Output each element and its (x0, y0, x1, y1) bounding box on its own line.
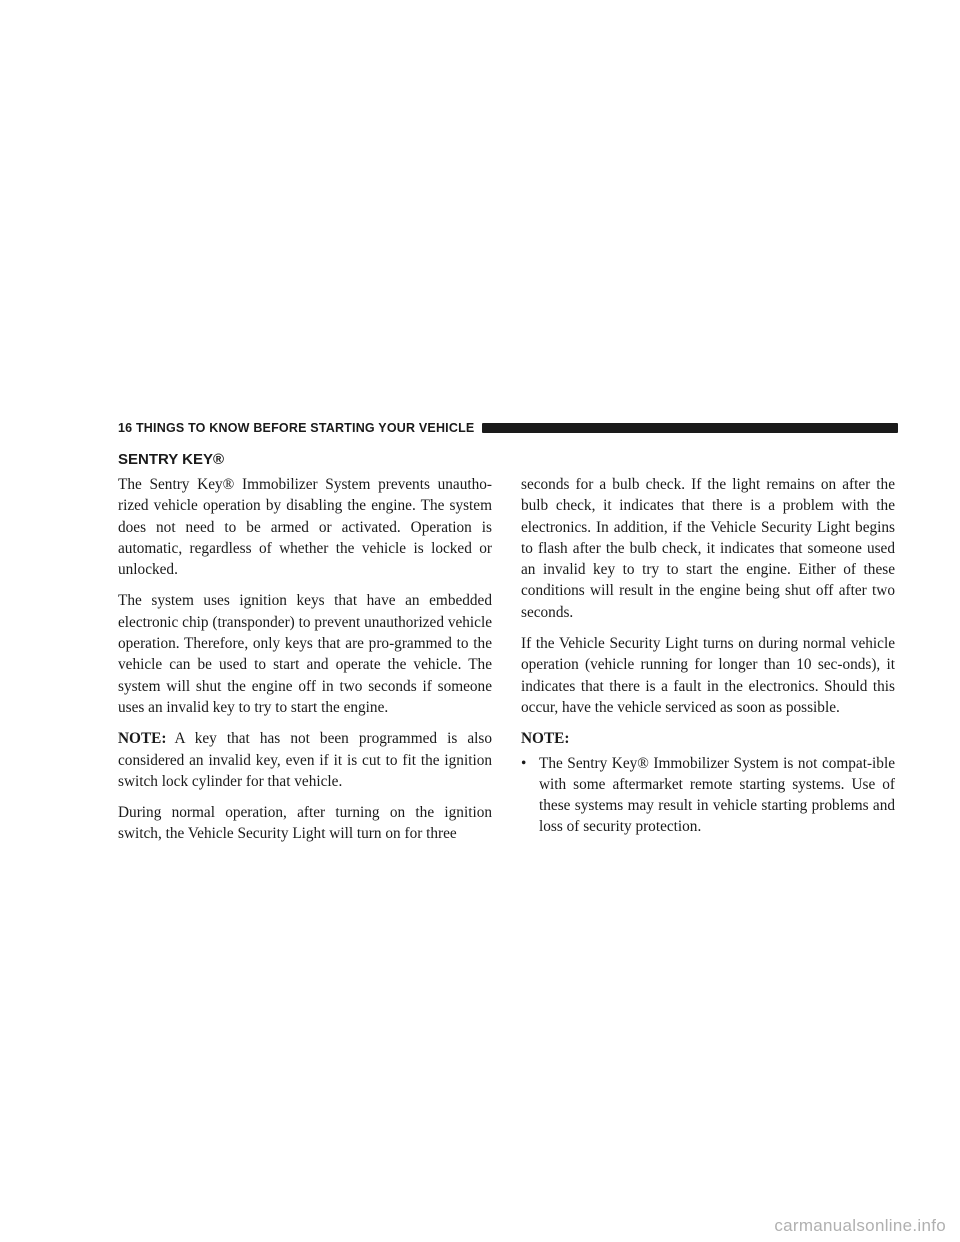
bullet-item (521, 753, 895, 838)
paragraph-fault: If the Vehicle Security Light turns on during normal vehicle operation (vehicle running for longer than 10 sec-onds), it indicates that there is a fault in the electronics. Should this occur, have the vehicle serviced as soon as possible. (521, 635, 895, 716)
running-head-text: 16 THINGS TO KNOW BEFORE STARTING YOUR VEHICLE (118, 421, 475, 435)
note-invalid-key (118, 728, 492, 792)
note-text: A key that has not been programmed is also considered an invalid key, even if it is cut to fit the ignition switch lock cylinder for that vehicle. (118, 730, 492, 790)
right-column (521, 474, 895, 838)
note-heading: NOTE: (521, 730, 570, 748)
bullet-text: The Sentry Key® Immobilizer System is not compat-ible with some aftermarket remote starting systems. Use of these systems may result in vehicle starting problems and loss of security protection. (539, 754, 895, 836)
paragraph-ignition-keys: The system uses ignition keys that have an embedded electronic chip (transponder) to prevent unauthorized vehicle operation. Therefore, only keys that are pro-grammed to the vehicle can be used to start and operate the vehicle. The system will shut the engine off in two seconds if someone uses an invalid key to try to start the engine. (118, 592, 492, 716)
running-head (118, 420, 898, 436)
running-head-rule (482, 423, 898, 433)
paragraph-operation-continued: seconds for a bulb check. If the light remains on after the bulb check, it indicates that there is a problem with the electronics. In addition, if the Vehicle Security Light begins to flash after the bulb check, it indicates that someone used an invalid key to try to start the engine. Either of these conditions will result in the engine being shut off after two seconds. (521, 476, 895, 621)
paragraph-intro: The Sentry Key® Immobilizer System prevents unautho-rized vehicle operation by disabling the engine. The system does not need to be armed or activated. Operation is automatic, regardless of whether the vehicle is locked or unlocked. (118, 476, 492, 579)
note-label: NOTE: (118, 730, 167, 748)
section-heading: SENTRY KEY® (118, 451, 225, 468)
watermark-text: carmanualsonline.info (774, 1216, 946, 1235)
left-column (118, 450, 492, 855)
paragraph-operation-start: During normal operation, after turning on the ignition switch, the Vehicle Security Light will turn on for three (118, 804, 492, 843)
bullet-dot: • (521, 754, 527, 772)
